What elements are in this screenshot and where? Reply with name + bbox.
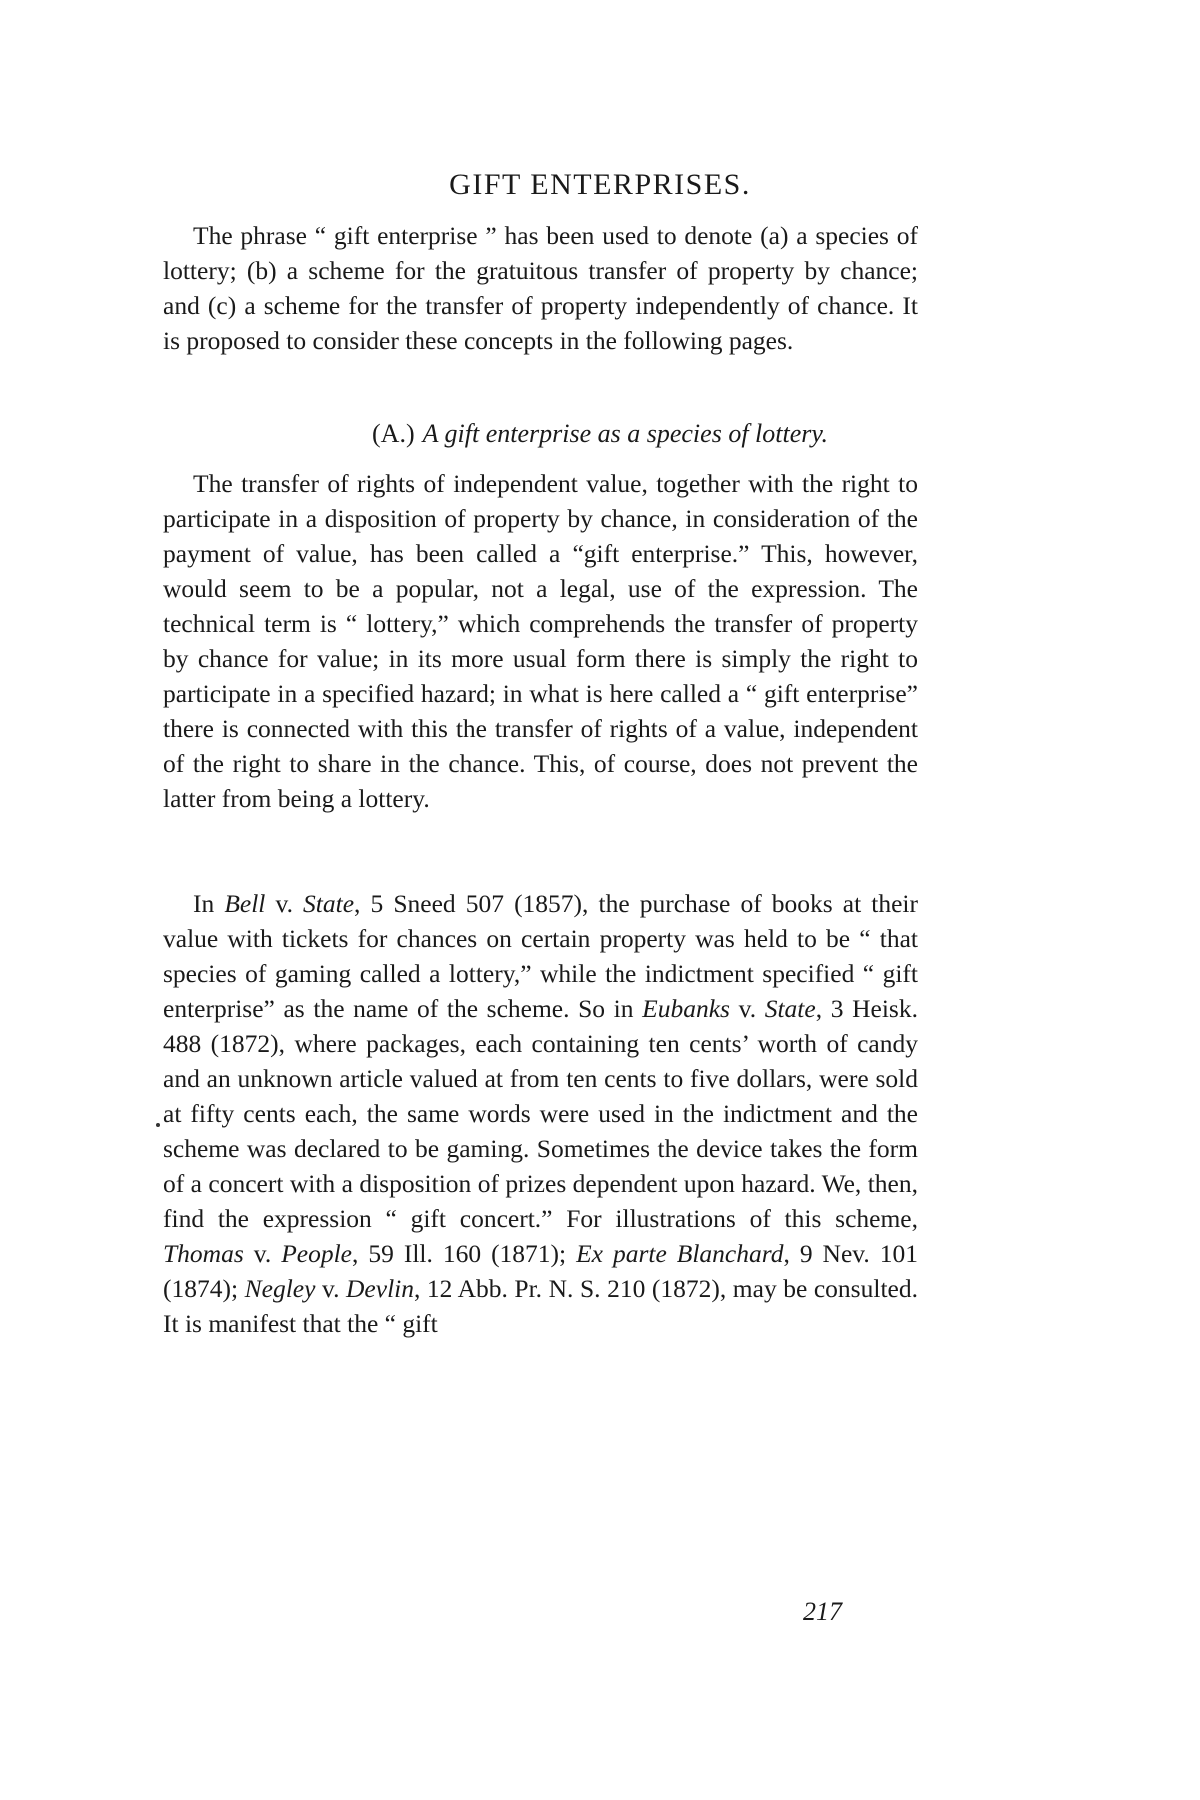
margin-dot — [156, 1123, 160, 1127]
text-segment: , 3 Heisk. 488 (1872), where packages, each containing ten cents’ worth of candy and an unknown article valued at from ten cents to five dollars, were sold at fifty cents each, the same words were used in the indictment and the scheme was declared to be gaming. Sometimes the device takes the form of a concert with a disposition of prizes dependent upon hazard. We, then, find the expression “ gift concert.” For illustrations of this scheme, — [163, 994, 918, 1233]
body-paragraph-1 — [163, 466, 918, 816]
case-party-people: People — [281, 1239, 353, 1268]
text-segment: v. — [243, 1239, 282, 1268]
section-title: A gift enterprise as a species of lottery. — [422, 419, 828, 448]
text-segment: v. — [315, 1274, 347, 1303]
paragraph-2-text — [163, 886, 918, 1341]
body-paragraph-2 — [163, 886, 918, 1341]
page-number: 217 — [803, 1597, 842, 1626]
text-segment: , 9 Nev. 101 (1874); — [163, 1239, 918, 1303]
case-name-blanchard: Ex parte Blanchard — [576, 1239, 784, 1268]
text-segment: , 12 Abb. Pr. N. S. 210 (1872), may be consulted. It is manifest that the “ gift — [163, 1274, 918, 1338]
case-party-state: State — [764, 994, 816, 1023]
intro-paragraph — [163, 218, 918, 358]
case-party-devlin: Devlin — [346, 1274, 414, 1303]
case-party-state: State — [303, 889, 355, 918]
intro-text: The phrase “ gift enterprise ” has been used to denote (a) a species of lottery; (b) a scheme for the gratuitous transfer of property by chance; and (c) a scheme for the transfer of property independently of chance. It is proposed to consider these concepts in the following pages. — [163, 221, 918, 355]
case-name-thomas: Thomas — [163, 1239, 244, 1268]
paragraph-1-text: The transfer of rights of independent value, together with the right to participate in a disposition of property by chance, in consideration of the payment of value, has been called a “gift enterprise.” This, however, would seem to be a popular, not a legal, use of the expression. The technical term is “ lottery,” which comprehends the transfer of property by chance for value; in its more usual form there is simply the right to participate in a specified hazard; in what is here called a “ gift enterprise” there is connected with this the transfer of rights of a value, independent of the right to share in the chance. This, of course, does not prevent the latter from being a lottery. — [163, 469, 918, 813]
text-segment: In — [193, 889, 225, 918]
case-name-eubanks: Eubanks — [642, 994, 730, 1023]
text-segment: v. — [265, 889, 304, 918]
case-name-bell: Bell — [224, 889, 266, 918]
text-segment: , 5 Sneed 507 (1857), the purchase of books at their value with tickets for chances on certain property was held to be “ that species of gaming called a lottery,” while the indictment specified “ gift enterprise” as the name of the scheme. So in — [163, 889, 918, 1023]
text-segment: , 59 Ill. 160 (1871); — [352, 1239, 577, 1268]
page-title: GIFT ENTERPRISES. — [449, 168, 751, 201]
case-name-negley: Negley — [244, 1274, 316, 1303]
section-label: (A.) — [372, 419, 415, 448]
text-segment: v. — [729, 994, 765, 1023]
section-heading — [0, 419, 1200, 449]
